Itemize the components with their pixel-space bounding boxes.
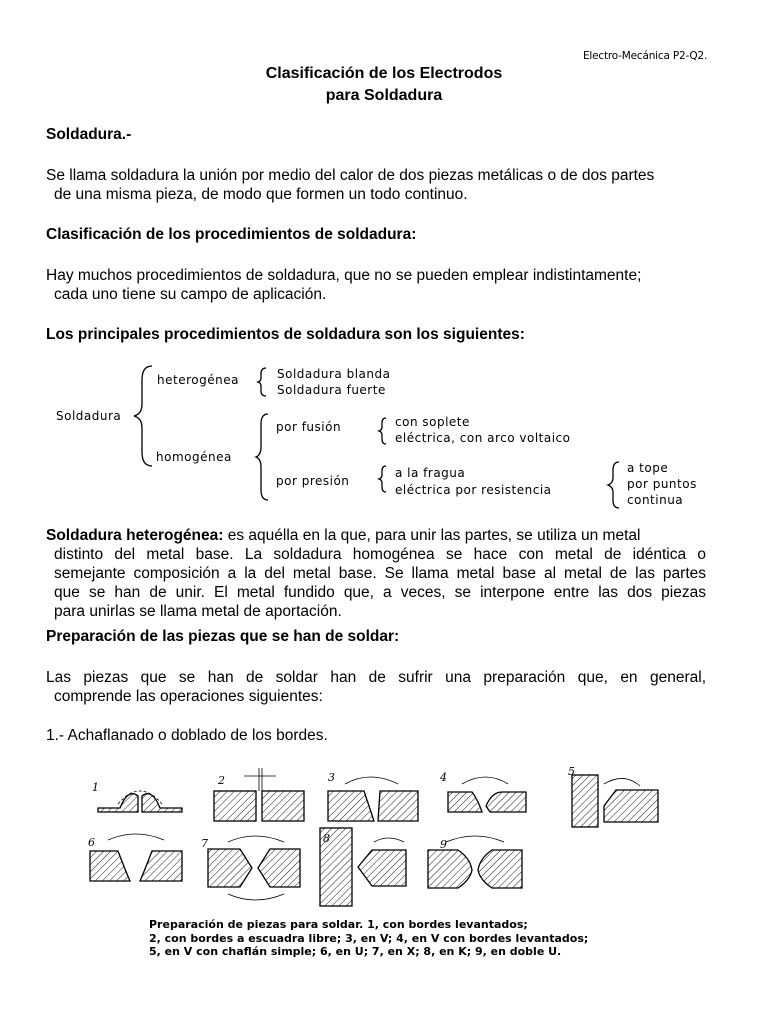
heading-soldadura: Soldadura.- xyxy=(46,126,132,143)
tree-puntos: por puntos xyxy=(627,477,697,491)
text-line: cada uno tiene su campo de aplicación. xyxy=(54,286,327,303)
tree-tope: a tope xyxy=(627,461,669,475)
tree-homogenea: homogénea xyxy=(156,450,232,464)
tree-presion: por presión xyxy=(276,474,350,488)
text-line: que se han de unir. El metal fundido que, a veces, se interpone entre las dos piezas xyxy=(54,584,706,601)
text-line: semejante composición a la del metal base. Se llama metal base al metal de las partes xyxy=(54,565,706,582)
tree-heterogenea: heterogénea xyxy=(157,373,239,387)
heading-preparacion: Preparación de las piezas que se han de soldar: xyxy=(46,628,400,645)
text-line: Las piezas que se han de soldar han de sufrir una preparación que, en general, xyxy=(46,669,706,686)
text-line: Se llama soldadura la unión por medio del calor de dos piezas metálicas o de dos partes xyxy=(46,167,655,184)
tree-fragua: a la fragua xyxy=(395,466,466,480)
figure-number: 4 xyxy=(440,771,447,784)
caption-line: Preparación de piezas para soldar. 1, con bordes levantados; xyxy=(149,918,528,931)
tree-resistencia: eléctrica por resistencia xyxy=(395,483,552,497)
figure-number: 9 xyxy=(440,838,447,851)
tree-blanda: Soldadura blanda xyxy=(277,367,391,381)
figure-number: 8 xyxy=(323,832,330,845)
text-line: comprende las operaciones siguientes: xyxy=(54,688,323,705)
figure-caption xyxy=(149,918,588,959)
page-title: Clasificación de los Electrodos xyxy=(265,65,503,82)
text-line: para unirlas se llama metal de aportación. xyxy=(54,603,342,620)
figure-number: 7 xyxy=(201,837,208,850)
term-bold: Soldadura heterogénea: xyxy=(46,527,224,544)
text-fragment: es aquélla en la que, para unir las partes, se utiliza un metal xyxy=(223,527,641,544)
figure-number: 2 xyxy=(218,774,225,787)
page-subtitle: para Soldadura xyxy=(325,87,443,104)
tree-root: Soldadura xyxy=(56,409,122,423)
tree-fusion: por fusión xyxy=(276,420,342,434)
text-line: de una misma pieza, de modo que formen un todo continuo. xyxy=(54,186,468,203)
figure-number: 1 xyxy=(92,781,99,794)
text-line: distinto del metal base. La soldadura homogénea se hace con metal de idéntica o xyxy=(54,546,706,563)
course-label: Electro-Mecánica P2-Q2. xyxy=(583,50,708,62)
caption-line: 5, en V con chaflán simple; 6, en U; 7, en X; 8, en K; 9, en doble U. xyxy=(149,945,562,958)
heading-clasificacion: Clasificación de los procedimientos de soldadura: xyxy=(46,226,417,243)
tree-soplete: con soplete xyxy=(395,415,470,429)
text-line: Hay muchos procedimientos de soldadura, que no se pueden emplear indistintamente; xyxy=(46,267,642,284)
figure-number: 3 xyxy=(328,771,335,784)
tree-arco: eléctrica, con arco voltaico xyxy=(395,431,571,445)
list-item-1: 1.- Achaflanado o doblado de los bordes. xyxy=(46,727,328,744)
tree-fuerte: Soldadura fuerte xyxy=(277,383,386,397)
figure-number: 5 xyxy=(568,765,575,778)
caption-line: 2, con bordes a escuadra libre; 3, en V; 4, en V con bordes levantados; xyxy=(149,931,589,945)
heading-principales: Los principales procedimientos de soldadura son los siguientes: xyxy=(46,326,525,343)
figure-number: 6 xyxy=(88,836,95,849)
tree-continua: continua xyxy=(627,493,684,507)
